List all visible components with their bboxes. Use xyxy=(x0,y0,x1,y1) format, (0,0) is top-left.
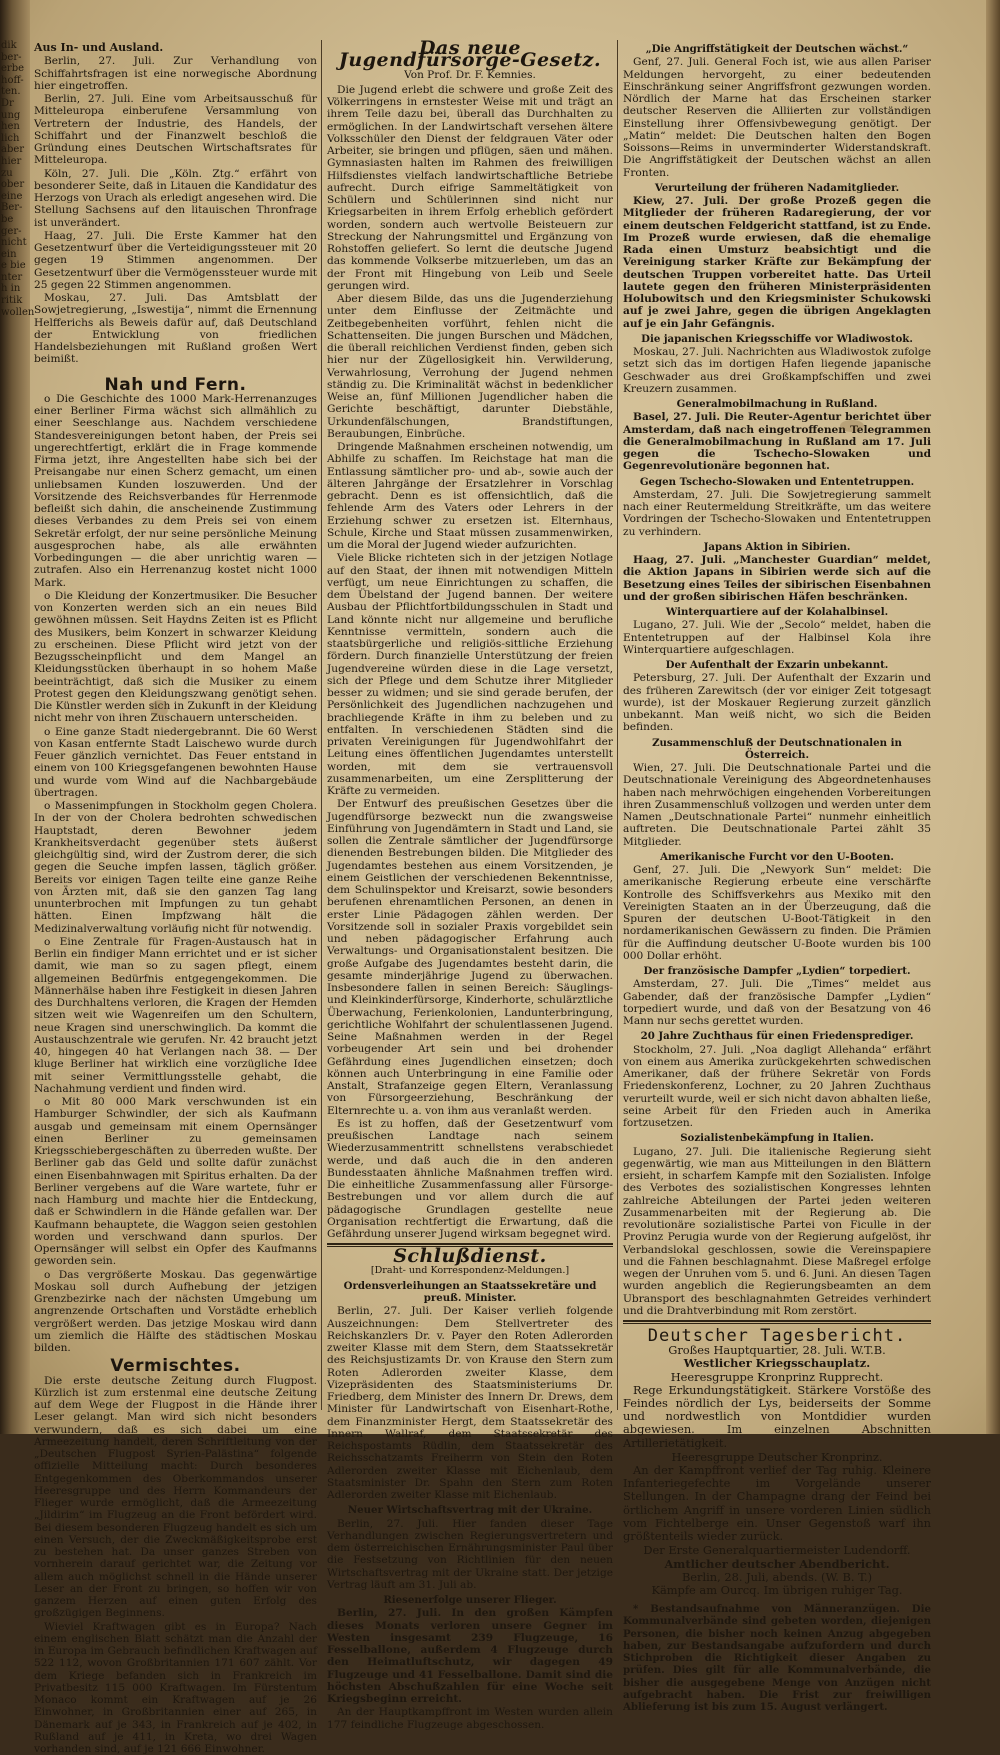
gutter-fragment: zu xyxy=(0,168,30,180)
news-body: Amsterdam, 27. Juli. Die Sowjetregierung sammelt nach einer Reutermeldung Streitkräfte, um das weitere Vordringen der Tschecho-Slowaken und Ententetruppen zu verhindern. xyxy=(623,489,931,538)
news-body: An der Hauptkampffront im Westen wurden allein 177 feindliche Flugzeuge abgeschossen. xyxy=(327,1706,613,1731)
gutter-fragment: e bie xyxy=(0,260,30,272)
news-heading: Zusammenschluß der Deutschnationalen in Österreich. xyxy=(623,737,931,762)
news-body: Genf, 27. Juli. Die „Newyork Sun“ meldet: Die amerikanische Regierung erbeute eine verschärfte Kontrolle des Schiffsverkehrs aus Mexiko mit den Vereinigten Staaten an in der Überzeugung, daß die Spuren der deutschen U-Boot-Tätigkeit in den nordamerikanischen Gewässern zu finden. Die Prämien für die Auffindung deutscher U-Boote wurden bis 100 000 Dollar erhöht. xyxy=(623,864,931,962)
gutter-fragment: hoff- xyxy=(0,75,30,87)
report-dateline: Berlin, 28. Juli, abends. (W. B. T.) xyxy=(623,1571,931,1584)
gutter-fragment: h in xyxy=(0,283,30,295)
news-body: Basel, 27. Juli. Die Reuter-Agentur berichtet über Amsterdam, daß nach eingetroffenen Telegrammen die Generalmobilmachung in Rußland am 17. Juli gegen die Tschecho-Slowaken und Gegenrevolutionäre begonnen hat. xyxy=(623,411,931,472)
news-heading: Winterquartiere auf der Kolahalbinsel. xyxy=(623,606,931,618)
gutter-fragment: be xyxy=(0,214,30,226)
notice-body: * Bestandsaufnahme von Männeranzügen. Die Kommunalverbände sind gebeten worden, diejenigen Personen, die bisher noch keinen Anzug abgegeben haben, zur Bestandsangabe aufzufordern und durch Stichproben die Richtigkeit dieser Angaben zu prüfen. Dies gilt für alle Kommunalverbände, die bisher die ausgegebene Menge von Anzügen nicht aufgebracht haben. Die Frist zur freiwilligen Ablieferung ist bis zum 15. August verlängert. xyxy=(623,1603,931,1713)
news-heading: Sozialistenbekämpfung in Italien. xyxy=(623,1132,931,1144)
news-body: Berlin, 27. Juli. In den großen Kämpfen dieses Monats verloren unsere Gegner im Westen insgesamt 239 Flugzeuge, 16 Fesselballone, außerdem 4 Flugzeuge durch den Heimatluftschutz, wir dagegen 49 Flugzeuge und 41 Fesselballone. Damit sind die höchsten Abschußzahlen für eine Woche seit Kriegsbeginn erreicht. xyxy=(327,1607,613,1705)
news-body: Lugano, 27. Juli. Die italienische Regierung sieht gegenwärtig, wie man aus Mitteilungen in den Blättern ersieht, in scharfem Kampfe mit den Sozialisten. Infolge des Verbotes des sozialistischen Kongresses lehnten zahlreiche Abteilungen der Partei jeden weiteren Zusammenarbeiten mit der Regierung ab. Die revolutionäre sozialistische Partei von Ficulle in der Provinz Perugia wurde von der Regierung aufgelöst, ihr Verbandslokal geschlossen, sowie die Vereinspapiere und die Fahnen beschlagnahmt. Diese Maßregel erfolge wegen der Unruhen vom 5. und 6. Juni. An diesen Tagen wurden angeblich die Regierungsbeamten an dem Ubransport des beschlagnahmten Getreides verhindert und die Drahtverbindung mit Rom zerstört. xyxy=(623,1146,931,1318)
column-rule xyxy=(321,40,322,1410)
news-heading: Ordensverleihungen an Staatssekretäre und preuß. Minister. xyxy=(327,1280,613,1305)
report-signature: Der Erste Generalquartiermeister Ludendorff. xyxy=(623,1544,931,1557)
section-heading-nah-und-fern: Nah und Fern. xyxy=(34,379,317,391)
paragraph: o Eine Zentrale für Fragen-Austausch hat in Berlin ein findiger Mann errichtet und er ist sicher damit, wie man so zu sagen pflegt, einem allgemeinen Bedürfnis entgegengekommen. Die Männerhälse haben ihre Festigkeit in diesen Jahren des Durchhaltens verloren, die Kragen der Hemden sitzen weit wie Wagenreifen um den Schultern, neue Kragen sind unerschwinglich. Da kommt die Austauschzentrale wie gerufen. Nr. 42 braucht jetzt 40, hingegen 40 hat Verlangen nach 38. — Der kluge Berliner hat wirklich eine vorzügliche Idee mit seiner Vermittlungsstelle gehabt, die Nachahmung verdient und finden wird. xyxy=(34,936,317,1095)
report-subheading: Heeresgruppe Deutscher Kronprinz. xyxy=(623,1451,931,1464)
paragraph: Haag, 27. Juli. Die Erste Kammer hat den Gesetzentwurf über die Verteidigungssteuer mit 20 gegen 19 Stimmen angenommen. Der Gesetzentwurf über die Vermögenssteuer wurde mit 25 gegen 22 Stimmen angenommen. xyxy=(34,230,317,291)
paragraph: Dringende Maßnahmen erscheinen notwendig, um Abhilfe zu schaffen. Im Reichstage hat man die Entlassung sämtlicher pro- und ab-, sowie auch der älteren Jahrgänge der Ersatzlehrer in Vorschlag gebracht. Denn es ist offensichtlich, daß die fehlende Arm des Vaters oder Lehrers in der Erziehung schwer zu ersetzen ist. Elternhaus, Schule, Kirche und Staat müssen zusammenwirken, um die Moral der Jugend wieder aufzurichten. xyxy=(327,441,613,551)
gutter-fragment: ber- xyxy=(0,52,30,64)
column-1 xyxy=(34,40,317,1420)
paragraph: Moskau, 27. Juli. Das Amtsblatt der Sowjetregierung, „Iswestija“, nimmt die Ernennung Helfferichs als Beweis dafür auf, daß Deutschland der Entwicklung von friedlichen Handelsbeziehungen mit Rußland großen Wert beimißt. xyxy=(34,292,317,366)
paragraph: Wieviel Kraftwagen gibt es in Europa? Nach einem englischen Blatt schätzt man die Anzahl der in Europa im Gebrauch befindlichen Kraftwagen auf 522 112, wovon Großbritannien 171 607 zählt. Vor dem Kriege befanden sich in Frankreich im Privatbesitz 115 000 Kraftwagen. Im Fürstentum Monaco kommt ein Kraftwagen auf je 26 Einwohner, in Großbritannien einer auf 265, in Dänemark auf je 343, in Frankreich auf je 402, in Rußland auf je 411, in Kreta, wo drei Wagen vorhanden sind, auf je 121 666 Einwohner. xyxy=(34,1621,317,1755)
gutter-fragment: eine xyxy=(0,191,30,203)
gutter-fragment: aber xyxy=(0,144,30,156)
news-heading: Japans Aktion in Sibirien. xyxy=(623,541,931,553)
news-heading: Generalmobilmachung in Rußland. xyxy=(623,398,931,410)
gutter-fragment: wollen xyxy=(0,307,30,319)
report-subheading: Heeresgruppe Kronprinz Rupprecht. xyxy=(623,1371,931,1384)
paragraph: Viele Blicke richteten sich in der jetzigen Notlage auf den Staat, der ihnen mit notwendigen Mitteln verfügt, um neue Einrichtungen zu schaffen, die dem Übelstand der Jugend bannen. Der weitere Ausbau der Pflichtfortbildungsschulen in Stadt und Land könnte nicht nur allgemeine und berufliche Kenntnisse vermitteln, sondern auch die staatsbürgerliche und religiös-sittliche Erziehung fördern. Durch finanzielle Unterstützung der freien Jugendvereine würden diese in die Lage versetzt, sich der Pflege und dem Schutze ihrer Mitglieder besser zu widmen; und sie sind gerade berufen, der Persönlichkeit des Jugendlichen nachzugehen und brachliegende Kräfte in ihm zu beleben und zu entfalten. In verschiedenen Städten sind die privaten Vereinigungen für Jugendwohlfahrt der Leitung eines öffentlichen Jugendamtes unterstellt worden, mit dem sie vertrauensvoll zusammenarbeiten, um eine Zersplitterung der Kräfte zu vermeiden. xyxy=(327,552,613,797)
paragraph: Aber diesem Bilde, das uns die Jugenderziehung unter dem Einflusse der Zeitmächte und Zeitbegebenheiten vorführt, fehlen nicht die Schattenseiten. Die jungen Burschen und Mädchen, die überall reichlichen Verdienst finden, geben sich hier nur der Zügellosigkeit hin. Verwilderung, Verwahrlosung, Verrohung der Jugend nehmen ständig zu. Die Kriminalität wächst in bedenklicher Weise an, fünf Millionen Jugendlicher haben die Gerichte beschäftigt, darunter Diebstähle, Urkundenfälschungen, Brandstiftungen, Beraubungen, Einbrüche. xyxy=(327,293,613,440)
paragraph: o Die Geschichte des 1000 Mark-Herrenanzuges einer Berliner Firma wächst sich allmählich zu einer Seeschlange aus. Nachdem verschiedene Standesvereinigungen betont haben, der Preis sei ungerechtfertigt, erklärt die in Frage kommende Firma jetzt, ihre Angestellten habe sich bei der Preisangabe nur einen Scherz gemacht, um einen unliebsamen Kunden loszuwerden. Und der Vorsitzende des Reichsverbandes für Herrenmode befleißt sich dahin, die anscheinende Zustimmung dieses Verbandes zu dem Preis sei von einem Sekretär erfolgt, der nur seine persönliche Meinung ausgesprochen habe, als alle erwähnten Vorbedingungen — die aber unrichtig waren — zutrafen. Also ein Herrenanzug kostet nicht 1000 Mark. xyxy=(34,393,317,589)
news-body: Petersburg, 27. Juli. Der Aufenthalt der Exzarin und des früheren Zarewitsch (der vor einiger Zeit totgesagt wurde), ist der Moskauer Regierung zurzeit gänzlich unbekannt. Man weiß nicht, wo sich die Beiden befinden. xyxy=(623,672,931,733)
news-heading: Verurteilung der früheren Nadamitglieder. xyxy=(623,182,931,194)
paragraph: o Eine ganze Stadt niedergebrannt. Die 60 Werst von Kasan entfernte Stadt Laischewo wurde durch Feuer gänzlich vernichtet. Das Feuer entstand in einem von 100 Kriegsgefangenen bewohnten Hause und wurde vom Wind auf die Nachbargebäude übertragen. xyxy=(34,726,317,800)
paragraph: Berlin, 27. Juli. Zur Verhandlung von Schiffahrtsfragen ist eine norwegische Abordnung hier eingetroffen. xyxy=(34,55,317,92)
paragraph: Die erste deutsche Zeitung durch Flugpost. Kürzlich ist zum erstenmal eine deutsche Zeitung auf dem Wege der Flugpost in die Hände ihrer Leser gelangt. Man wird sich nicht besonders verwundern, daß es sich dabei um eine Armeezeitung handelt, deren Schriftleitung von der „Deutschen Flugpost Syrien-Palästina“ folgende offizielle Mitteilung macht: Durch besonderes Entgegenkommen des Oberkommandos unserer Heeresgruppe und des Herrn Kommandeurs der Flieger wurde ermöglicht, daß die Armeezeitung „Jildirim“ im Flugzeug an die Front befördert wird. Bei diesem besonderen Flugzeug handelt es sich um einen Versuch, der die Zweckmäßigkeitsprobe erst zu bestehen hat. Da unser ganzes Streben von vornherein darauf gerichtet war, die Zeitung vor allem auch möglichst schnell in die Hände unserer Leser an der Front zu bringen, so hoffen wir von ganzem Herzen auf einen guten Erfolg des großzügigen Beginnens. xyxy=(34,1375,317,1620)
gutter-fragment: ein xyxy=(0,249,30,261)
paragraph: Köln, 27. Juli. Die „Köln. Ztg.“ erfährt von besonderer Seite, daß in Litauen die Kandidatur des Herzogs von Urach als erledigt angesehen wird. Die Stellung Sachsens auf den litauischen Thronfrage ist unverändert. xyxy=(34,168,317,229)
gutter-fragment: Ber- xyxy=(0,202,30,214)
gutter-fragment: dik xyxy=(0,40,30,52)
news-heading: Riesenerfolge unserer Flieger. xyxy=(327,1594,613,1606)
news-body: Stockholm, 27. Juli. „Noa dagligt Allehanda“ erfährt von einem aus Amerika zurückgekehrten schwedischen Amerikaner, daß der frühere Sekretär von Fords Friedenskonferenz, Lochner, zu 20 Jahren Zuchthaus verurteilt wurde, weil er sich nicht davon abhalten ließe, seine Arbeit für den Frieden auch in Amerika fortzusetzen. xyxy=(623,1044,931,1130)
news-body: Berlin, 27. Juli. Hier fanden dieser Tage Verhandlungen zwischen Regierungsvertretern und dem österreichischen Ernährungsminister Paul über die Festsetzung von Richtlinien für den neuen Wirtschaftsvertrag mit der Ukraine statt. Der jetzige Vertrag läuft am 31. Juli ab. xyxy=(327,1518,613,1592)
section-heading-vermischtes: Vermischtes. xyxy=(34,1360,317,1372)
news-body: Kiew, 27. Juli. Der große Prozeß gegen die Mitglieder der früheren Radaregierung, der vor einem deutschen Feldgericht stattfand, ist zu Ende. Im Prozeß wurde erwiesen, daß die ehemalige Rada einen Umsturz beabsichtigt und die Vereinigung starker Kräfte zur Bekämpfung der deutschen Truppen vorbereitet hatte. Das Urteil lautete gegen den früheren Ministerpräsidenten Holubowitsch und den Kriegsminister Schukowski auf je zwei Jahre, gegen die übrigen Angeklagten auf je ein Jahr Gefängnis. xyxy=(623,195,931,330)
news-body: Amsterdam, 27. Juli. Die „Times“ meldet aus Gabender, daß der französische Dampfer „Lydien“ torpediert wurde, und daß von der Besatzung von 46 Mann nur sechs gerettet wurden. xyxy=(623,978,931,1027)
report-body: Kämpfe am Ourcq. Im übrigen ruhiger Tag. xyxy=(623,1584,931,1597)
news-heading: Der Aufenthalt der Exzarin unbekannt. xyxy=(623,659,931,671)
section-subheading: [Draht- und Korrespondenz-Meldungen.] xyxy=(327,1265,613,1277)
gutter-fragment: erbe xyxy=(0,63,30,75)
news-body: Wien, 27. Juli. Die Deutschnationale Partei und die Deutschnationale Vereinigung des Abgeordnetenhauses haben nach mehrwöchigen eingehenden Vorbereitungen ihren Zusammenschluß vollzogen und werden unter dem Namen „Deutschnationale Partei“ nunmehr einheitlich auftreten. Die Deutschnationale Partei zählt 35 Mitglieder. xyxy=(623,762,931,848)
news-heading: 20 Jahre Zuchthaus für einen Friedensprediger. xyxy=(623,1030,931,1042)
left-gutter-fragments xyxy=(0,0,30,1434)
gutter-fragment: ung xyxy=(0,110,30,122)
gutter-fragment: Dr xyxy=(0,98,30,110)
stain xyxy=(840,420,864,432)
paragraph: Es ist zu hoffen, daß der Gesetzentwurf vom preußischen Landtage nach seinem Wiederzusammentritt schnellstens verabschiedet werde, und daß auch die in den anderen Bundesstaaten ähnliche Maßnahmen treffen wird. Die einheitliche Zusammenfassung aller Fürsorge-Bestrebungen und vor allem durch die auf pädagogische Grundlagen gestellte neue Organisation rechtfertigt die Erwartung, daß die Gefährdung unserer Jugend wirksam begegnet wird. xyxy=(327,1118,613,1241)
section-heading-tagesbericht: Deutscher Tagesbericht. xyxy=(623,1330,931,1342)
gutter-fragment: nter xyxy=(0,272,30,284)
paragraph: o Massenimpfungen in Stockholm gegen Cholera. In der von der Cholera bedrohten schwedischen Hauptstadt, deren Bewohner jedem Krankheitsverdacht gegenüber stets äußerst gleichgültig sind, wird der Zustrom derer, die sich gegen die Seuche impfen lassen, täglich größer. Bereits vor einigen Tagen teilte eine ganze Reihe von Ärzten mit, daß sie den ganzen Tag lang ununterbrochen mit Impfungen zu tun gehabt hätten. Einen Impfzwang hält die Medizinalverwaltung vorläufig nicht für notwendig. xyxy=(34,800,317,935)
paragraph: Der Entwurf des preußischen Gesetzes über die Jugendfürsorge bezweckt nun die zwangsweise Einführung von Jugendämtern in Stadt und Land, sie sollen die Zentrale sämtlicher der Jugendfürsorge dienenden Bestrebungen bilden. Die Mitglieder des Jugendamtes bestehen aus einem Vorsitzenden, je einem Geistlichen der verschiedenen Bekenntnisse, dem Schulinspektor und Kreisarzt, sowie besonders berufenen ehrenamtlichen Personen, an denen in erster Linie Pädagogen zählen werden. Der Vorsitzende soll in sozialer Praxis vorgebildet sein und neben pädagogischer Erfahrung auch Verwaltungs- und Organisationstalent besitzen. Die große Aufgabe des Jugendamtes besteht darin, die gesamte minderjährige Jugend zu überwachen. Insbesondere fallen in seinen Bereich: Säuglings- und Kleinkinderfürsorge, Kinderhorte, schulärztliche Überwachung, Ferienkolonien, Landunterbringung, gerichtliche Wohlfahrt der schulentlassenen Jugend. Seine Maßnahmen werden in der Regel vorbeugender Art sein und bei drohender Gefährdung eines Jugendlichen einsetzen; doch können auch Unterbringung in eine Familie oder Anstalt, Strafanzeige gegen Eltern, Veranlassung von Fürsorgeerziehung, Beschränkung der Elternrechte u. a. von ihm aus veranlaßt werden. xyxy=(327,798,613,1117)
gutter-fragment: ger- xyxy=(0,226,30,238)
right-page-edge xyxy=(986,0,1000,1434)
gutter-fragment: nicht xyxy=(0,237,30,249)
report-body: Rege Erkundungstätigkeit. Stärkere Vorstöße des Feindes nördlich der Lys, beiderseits der Somme und nordwestlich von Montdidier wurden abgewiesen. Im einzelnen Abschnitten Artillerietätigkeit. xyxy=(623,1384,931,1450)
news-heading: Neuer Wirtschaftsvertrag mit der Ukraine. xyxy=(327,1504,613,1516)
paragraph: o Mit 80 000 Mark verschwunden ist ein Hamburger Schwindler, der sich als Kaufmann ausgab und gemeinsam mit einem Opernsänger einen Berliner zu gemeinsamen Kriegsschiebergeschäften zu überreden wußte. Der Berliner gab das Geld und sollte dafür zunächst einen Eisenbahnwagen mit Spiritus erhalten. Da der Berliner vergebens auf die Ware wartete, fuhr er nach Hamburg und machte hier die Entdeckung, daß er Schwindlern in die Hände gefallen war. Der Kaufmann behauptete, die Waggon seien gestohlen worden und verschwand dann spurlos. Der Opernsänger will selbst ein Opfer des Kaufmanns geworden sein. xyxy=(34,1096,317,1268)
news-heading: Gegen Tschecho-Slowaken und Ententetruppen. xyxy=(623,476,931,488)
paragraph: o Die Kleidung der Konzertmusiker. Die Besucher von Konzerten werden sich an ein neues Bild gewöhnen müssen. Seit Haydns Zeiten ist es Pflicht des Musikers, beim Konzert in schwarzer Kleidung zu erscheinen. Diese Pflicht wird jetzt von der Bezugsscheinpflicht und dem Mangel an Kleidungsstücken überhaupt in so hohem Maße beeinträchtigt, daß sich die Musiker zu einem Protest gegen den Kleidungszwang genötigt sehen. Die Künstler werden sich in Zukunft in der Kleidung nicht mehr von ihren Zuschauern unterscheiden. xyxy=(34,590,317,725)
stain xyxy=(150,700,168,718)
gutter-fragment: ten. xyxy=(0,86,30,98)
news-heading: Der französische Dampfer „Lydien“ torpediert. xyxy=(623,965,931,977)
section-heading: Aus In- und Ausland. xyxy=(34,42,317,54)
column-rule xyxy=(617,40,618,1410)
news-body: Berlin, 27. Juli. Der Kaiser verlieh folgende Auszeichnungen: Dem Stellvertreter des Reichskanzlers Dr. v. Payer den Roten Adlerorden zweiter Klasse mit dem Stern, dem Staatssekretär des Reichsjustizamts Dr. von Krause den Stern zum Roten Adlerorden zweiter Klasse, dem Vizepräsidenten des Staatsministeriums Dr. Friedberg, dem Minister des Innern Dr. Drews, dem Minister für Landwirtschaft von Eisenhart-Rothe, dem Finanzminister Hergt, dem Staatssekretär des Innern Wallraf, dem Staatssekretär des Reichspostamts Rüdlin, dem Staatssekretär des Reichsschatzamts Freiherrn von Stein den Roten Adlerorden zweiter Klasse mit Eichenlaub, dem Staatsminister Dr. Spahn den Stern zum Roten Adlerorden zweiter Klasse mit Eichenlaub. xyxy=(327,1305,613,1501)
column-2 xyxy=(327,40,613,1420)
gutter-fragment: hier xyxy=(0,156,30,168)
news-heading: Amerikanische Furcht vor den U-Booten. xyxy=(623,851,931,863)
report-subheading: Westlicher Kriegsschauplatz. xyxy=(623,1357,931,1370)
article-title-jugendfuersorge: Das neue Jugendfürsorge-Gesetz. xyxy=(327,42,613,67)
news-body: Moskau, 27. Juli. Nachrichten aus Wladiwostok zufolge setzt sich das im dortigen Hafen liegende japanische Geschwader aus drei Großkampfschiffen und zwei Kreuzern zusammen. xyxy=(623,346,931,395)
paragraph: Die Jugend erlebt die schwere und große Zeit des Völkerringens in ernstester Weise mit und trägt an ihrem Teile dazu bei, überall das Durchhalten zu ermöglichen. In der Landwirtschaft versehen ältere Volksschüler den Dienst der feldgrauen Väter oder Arbeiter, sie bringen und pflügen, säen und mähen. Gymnasiasten halten im Rahmen des freiwilligen Hilfsdienstes vielfach landwirtschaftliche Betriebe aufrecht. Durch eifrige Sammeltätigkeit von Schülern und Schülerinnen sind nicht nur Kriegsarbeiten in ihrem Erfolg erheblich gefördert worden, sondern auch wertvolle Beisteuern zur Streckung der Nahrungsmittel und Ergänzung von Rohstoffen geliefert. So lernt die deutsche Jugend das kommende Volkserbe mitzuerleben, um das an der Front mit Hingebung von Leib und Seele gerungen wird. xyxy=(327,84,613,292)
section-heading-schlussdienst: Schlußdienst. xyxy=(327,1250,613,1262)
byline: Von Prof. Dr. F. Kemnies. xyxy=(327,69,613,81)
gutter-fragment: ritik xyxy=(0,295,30,307)
gutter-fragment: ober xyxy=(0,179,30,191)
column-3 xyxy=(623,40,931,1420)
paragraph: o Das vergrößerte Moskau. Das gegenwärtige Moskau soll durch Aufhebung der jetzigen Grenzbezirke nach der nächsten Umgebung um angrenzende Ortschaften und Vorstädte erheblich vergrößert werden. Das jetzige Moskau wird dann um ziemlich die Hälfte des städtischen Moskau bilden. xyxy=(34,1269,317,1355)
news-heading: Die japanischen Kriegsschiffe vor Wladiwostok. xyxy=(623,333,931,345)
news-body: Haag, 27. Juli. „Manchester Guardian“ meldet, die Aktion Japans in Sibirien werde sich auf die Besetzung eines Teiles der sibirischen Eisenbahnen und der großen sibirischen Häfen beschränken. xyxy=(623,554,931,603)
divider xyxy=(623,1320,931,1324)
news-body: Genf, 27. Juli. General Foch ist, wie aus allen Pariser Meldungen hervorgeht, zu einer bedeutenden Einschränkung seiner Angriffsfront gezwungen worden. Nördlich der Marne hat das Erscheinen starker deutscher Reserven die Alliierten zur vollständigen Einstellung ihrer Offensivbewegung genötigt. Der „Matin“ meldet: Die Deutschen halten den Bogen Soissons—Reims in unverminderter Widerstandskraft. Die Angriffstätigkeit der Deutschen wächst an allen Fronten. xyxy=(623,56,931,179)
gutter-fragment: lich xyxy=(0,133,30,145)
report-body: An der Kampffront verlief der Tag ruhig. Kleinere Infanteriegefechte im Vorgelände unserer Stellungen. In der Champagne drang der Feind bei örtlichem Angriff in unsere vorderen Linien südlich vom Fichtelberge ein. Unser Gegenstoß warf ihn größtenteils wieder zurück. xyxy=(623,1464,931,1543)
report-subheading: Amtlicher deutscher Abendbericht. xyxy=(623,1558,931,1571)
news-body: Lugano, 27. Juli. Wie der „Secolo“ meldet, haben die Ententetruppen auf der Halbinsel Kola ihre Winterquartiere aufgeschlagen. xyxy=(623,619,931,656)
report-dateline: Großes Hauptquartier, 28. Juli. W.T.B. xyxy=(623,1344,931,1357)
paragraph: Berlin, 27. Juli. Eine vom Arbeitsausschuß für Mitteleuropa einberufene Versammlung von Vertretern der Industrie, des Handels, der Schiffahrt und der Finanzwelt beschloß die Gründung eines Deutschen Wirtschaftsrates für Mitteleuropa. xyxy=(34,93,317,167)
gutter-fragment: hen xyxy=(0,121,30,133)
news-heading: „Die Angriffstätigkeit der Deutschen wächst.“ xyxy=(623,43,931,55)
